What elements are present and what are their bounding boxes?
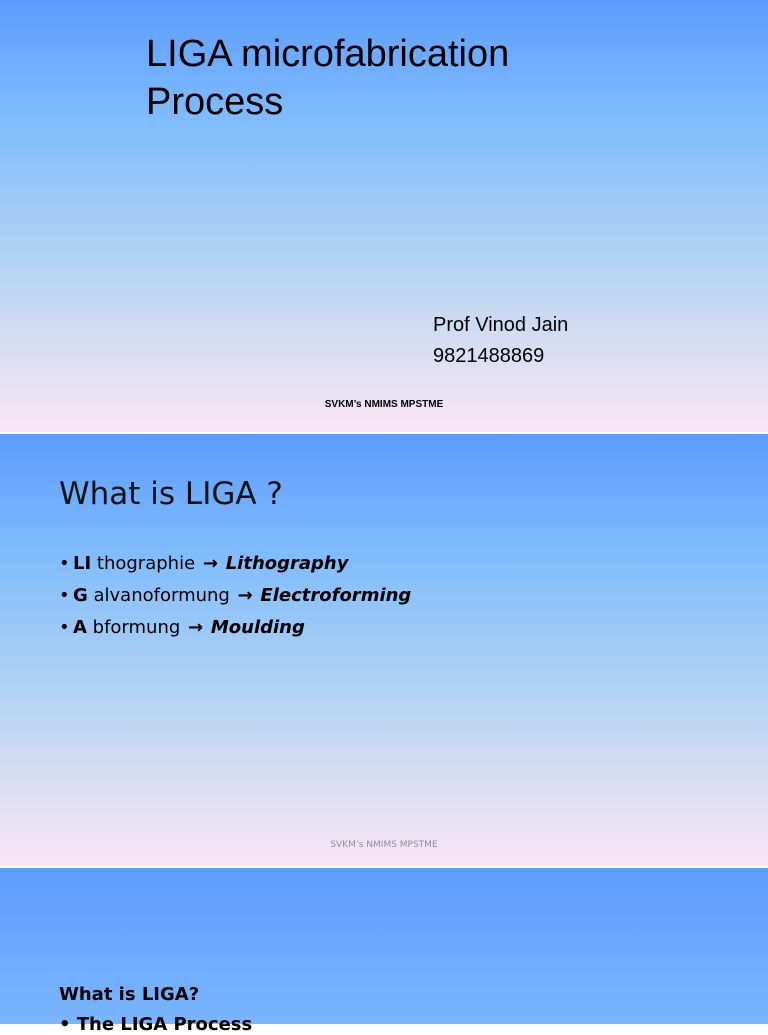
arrow-right-icon: → bbox=[188, 617, 204, 638]
title-line-2: Process bbox=[146, 81, 284, 123]
bullet-text: The LIGA Process bbox=[76, 1014, 253, 1035]
german-rest: alvanoformung bbox=[87, 585, 230, 606]
german-prefix: LI bbox=[73, 553, 92, 574]
slide-1 bbox=[0, 0, 768, 432]
slide-title: What is LIGA ? bbox=[59, 476, 283, 512]
english-term: Electroforming bbox=[260, 585, 412, 606]
list-item bbox=[59, 548, 411, 580]
slide-3 bbox=[0, 868, 768, 1035]
list-item bbox=[59, 612, 411, 644]
list-item bbox=[59, 1014, 252, 1035]
bullet-dot: • bbox=[59, 1014, 77, 1035]
bullet-dot: • bbox=[59, 617, 70, 638]
slide-2 bbox=[0, 434, 768, 866]
german-prefix: G bbox=[73, 585, 88, 606]
german-prefix: A bbox=[73, 617, 87, 638]
title-line-1: LIGA microfabrication bbox=[146, 33, 510, 75]
english-term: Lithography bbox=[225, 553, 349, 574]
arrow-right-icon: → bbox=[202, 553, 218, 574]
bullet-dot: • bbox=[59, 585, 70, 606]
arrow-right-icon: → bbox=[237, 585, 253, 606]
slide-heading: What is LIGA? bbox=[59, 984, 200, 1005]
bullet-list bbox=[59, 548, 411, 644]
presenter-info bbox=[433, 310, 568, 372]
german-rest: thographie bbox=[91, 553, 196, 574]
list-item bbox=[59, 580, 411, 612]
slide-footer: SVKM’s NMIMS MPSTME bbox=[324, 399, 444, 410]
german-rest: bformung bbox=[86, 617, 181, 638]
slide-footer: SVKM’s NMIMS MPSTME bbox=[330, 840, 438, 850]
bullet-dot: • bbox=[59, 553, 70, 574]
phone-number: 9821488869 bbox=[433, 345, 545, 367]
english-term: Moulding bbox=[210, 617, 305, 638]
slide-title bbox=[146, 30, 509, 126]
author-name: Prof Vinod Jain bbox=[433, 314, 569, 336]
